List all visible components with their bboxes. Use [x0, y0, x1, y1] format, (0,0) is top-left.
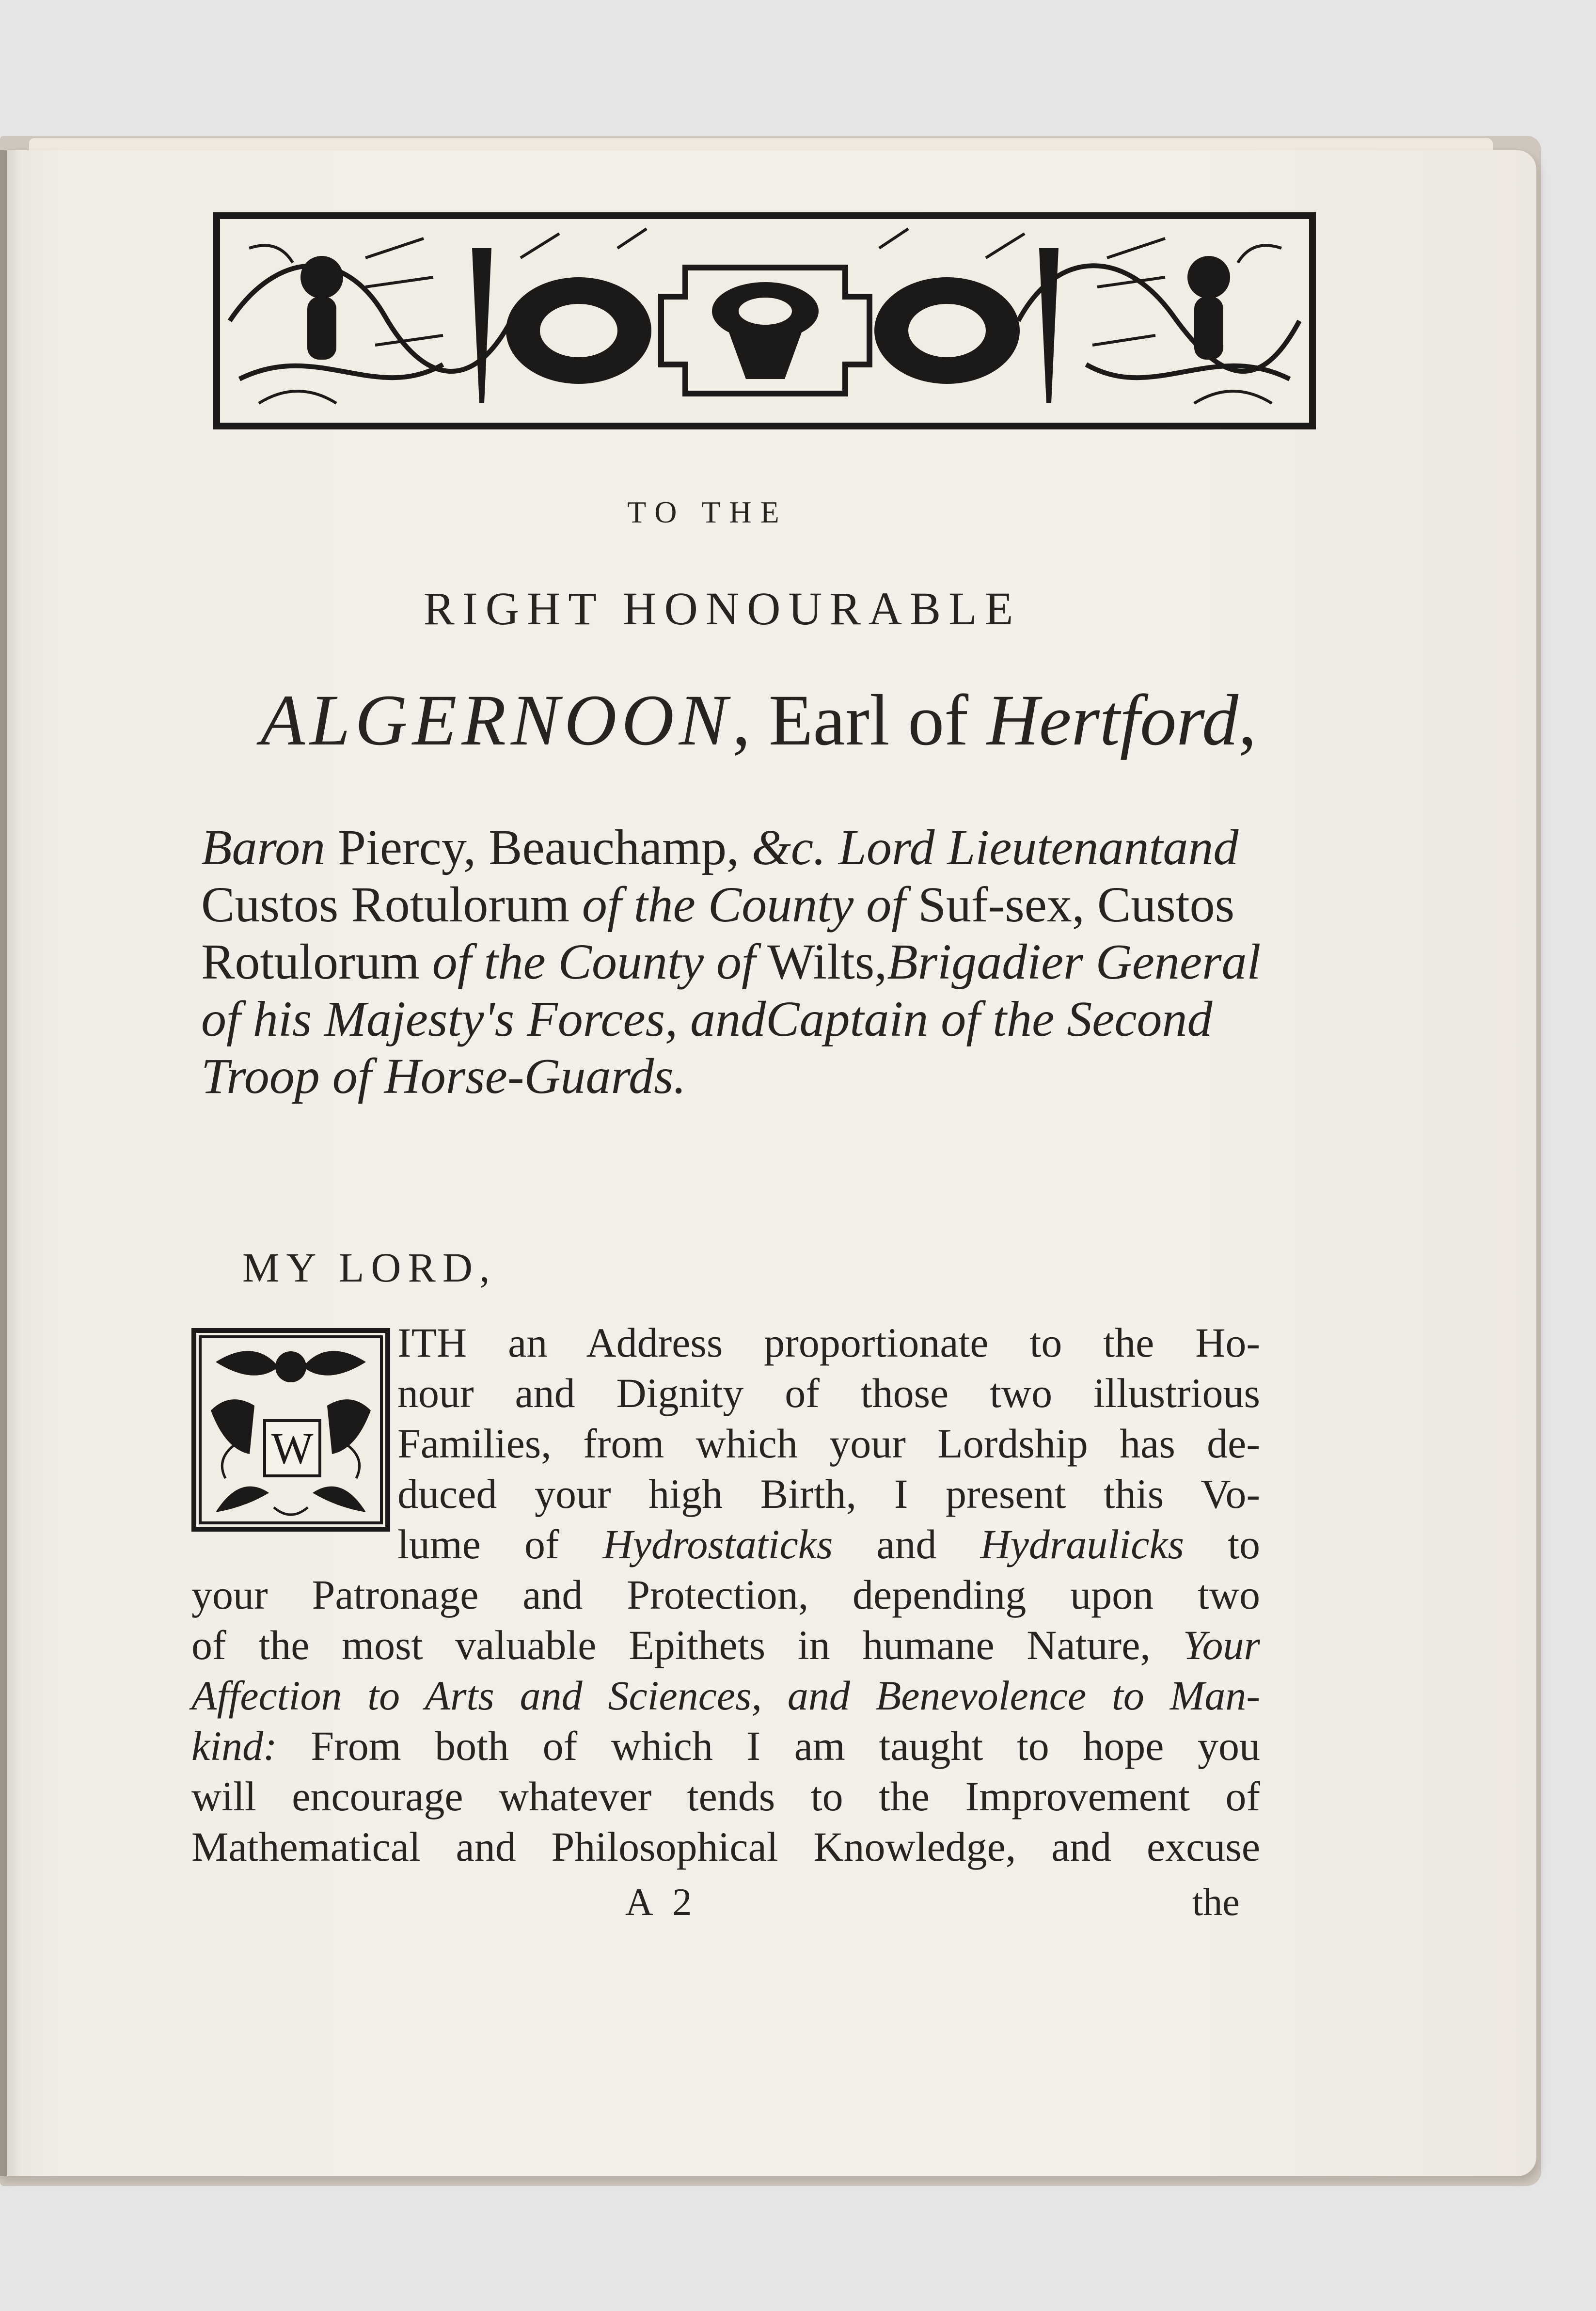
text-segment: kind: [191, 1723, 277, 1769]
body-line [191, 1721, 1260, 1771]
text-segment: Mathematical and Philosophical Knowledge, and excuse [191, 1823, 1260, 1870]
text-segment: Affection to Arts and Sciences, and Benevolence to Man- [191, 1672, 1260, 1719]
body-text-full-width [191, 1569, 1260, 1872]
body-line [397, 1519, 1260, 1569]
book-spine [0, 150, 7, 2176]
body-line [191, 1569, 1260, 1620]
text-segment: sex, Custos Rotulorum [201, 877, 1235, 990]
text-segment: duced your high Birth, I present this Vo- [397, 1471, 1260, 1517]
body-line [397, 1418, 1260, 1469]
text-segment: and [833, 1521, 980, 1567]
title-line [201, 820, 1163, 875]
text-segment: Baron [201, 820, 326, 875]
body-line [397, 1317, 1260, 1368]
dedicatee-titles [201, 819, 1267, 1105]
ornamental-drop-cap [191, 1328, 390, 1532]
text-segment: &c. Lord Lieutenant [751, 820, 1163, 875]
text-segment: Wilts, [755, 934, 887, 990]
text-segment: nour and Dignity of those two illustrious [397, 1370, 1260, 1416]
text-segment: will encourage whatever tends to the Improvement of [191, 1773, 1260, 1820]
text-segment: Hydraulicks [980, 1521, 1184, 1567]
text-segment: of the County of [582, 877, 906, 933]
body-line [191, 1620, 1260, 1670]
body-line [191, 1771, 1260, 1821]
dedicatee-given-name: ALGERNOON [260, 680, 732, 760]
body-text-indented [397, 1317, 1260, 1569]
text-segment: and [1163, 820, 1239, 875]
dedicatee-place: Hertford [986, 680, 1239, 760]
heading-right-honourable: RIGHT HONOURABLE [423, 583, 1021, 634]
text-segment: From both of which I am taught to hope you [277, 1723, 1260, 1769]
text-segment: Your [1183, 1622, 1260, 1668]
woodcut-headpiece-icon [213, 212, 1316, 429]
text-segment: Piercy, Beauchamp, [325, 820, 752, 875]
earl-of: Earl of [750, 680, 987, 760]
book-page [0, 150, 1536, 2176]
signature-mark: A 2 [625, 1881, 698, 1924]
text-segment: Families, from which your Lordship has de- [397, 1420, 1260, 1467]
text-segment: Brigadier General of his Majesty's Forces, and [201, 934, 1261, 1047]
text-segment: Captain of the Second Troop of Horse-Guards. [201, 991, 1213, 1104]
catchword: the [1192, 1881, 1240, 1924]
name-end-comma: , [1238, 680, 1257, 760]
text-segment: Custos Rotulorum [201, 877, 582, 933]
drop-cap-letter: W [263, 1419, 321, 1477]
text-segment: your Patronage and Protection, depending upon two [191, 1571, 1260, 1618]
heading-to-the: TO THE [627, 495, 788, 529]
text-segment: lume of [397, 1521, 603, 1567]
text-segment: Hydrostaticks [602, 1521, 833, 1567]
text-segment: to [1184, 1521, 1260, 1567]
text-segment: of the County of [432, 934, 756, 990]
name-comma: , [732, 680, 751, 760]
dedicatee-name [204, 679, 1313, 762]
text-segment: of the most valuable Epithets in humane Nature, [191, 1622, 1183, 1668]
body-line [397, 1368, 1260, 1418]
text-segment: Suf- [905, 877, 1005, 933]
salutation: MY LORD, [242, 1244, 497, 1291]
body-line [191, 1821, 1260, 1872]
text-segment: ITH an Address proportionate to the Ho- [397, 1319, 1260, 1366]
body-line [191, 1670, 1260, 1721]
body-line [397, 1469, 1260, 1519]
